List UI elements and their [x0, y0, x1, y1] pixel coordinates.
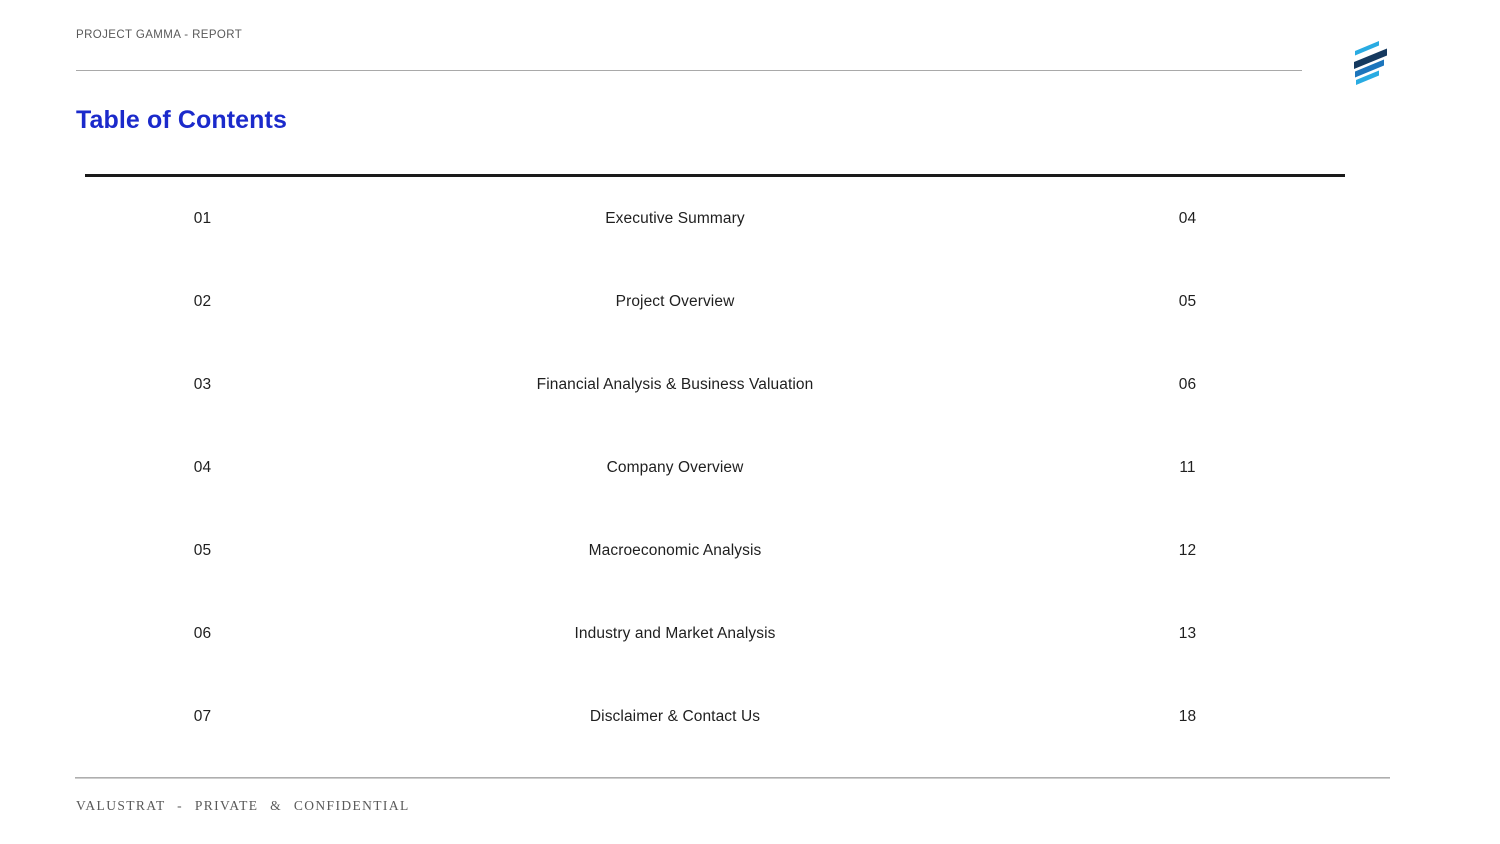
row-number: 05 [193, 541, 212, 559]
page-title: Table of Contents [76, 106, 287, 134]
header-divider [76, 70, 1302, 71]
table-row [85, 675, 1345, 758]
row-number: 02 [193, 292, 212, 310]
row-label: Financial Analysis & Business Valuation [536, 375, 814, 393]
row-page: 04 [1178, 209, 1197, 227]
row-number: 01 [193, 209, 212, 227]
row-page: 12 [1178, 541, 1197, 559]
table-row [85, 592, 1345, 675]
table-row [85, 177, 1345, 260]
row-page: 05 [1178, 292, 1197, 310]
row-label: Industry and Market Analysis [574, 624, 776, 642]
table-row [85, 509, 1345, 592]
table-row [85, 426, 1345, 509]
row-number: 04 [193, 458, 212, 476]
footer-divider [75, 777, 1390, 779]
table-row [85, 343, 1345, 426]
row-number: 06 [193, 624, 212, 642]
row-page: 18 [1178, 707, 1197, 725]
table-row [85, 260, 1345, 343]
row-page: 11 [1179, 458, 1196, 476]
row-label: Macroeconomic Analysis [588, 541, 762, 559]
row-label: Project Overview [615, 292, 735, 310]
document-header-title: PROJECT GAMMA - REPORT [76, 29, 243, 41]
row-number: 07 [193, 707, 212, 725]
row-label: Executive Summary [605, 209, 745, 227]
row-number: 03 [193, 375, 212, 393]
row-page: 13 [1178, 624, 1197, 642]
row-label: Company Overview [606, 458, 744, 476]
row-page: 06 [1178, 375, 1197, 393]
valustrat-logo-icon [1350, 34, 1390, 86]
footer-confidentiality-text: VALUSTRAT - PRIVATE & CONFIDENTIAL [76, 798, 410, 813]
row-label: Disclaimer & Contact Us [589, 707, 761, 725]
toc-table [85, 177, 1345, 758]
